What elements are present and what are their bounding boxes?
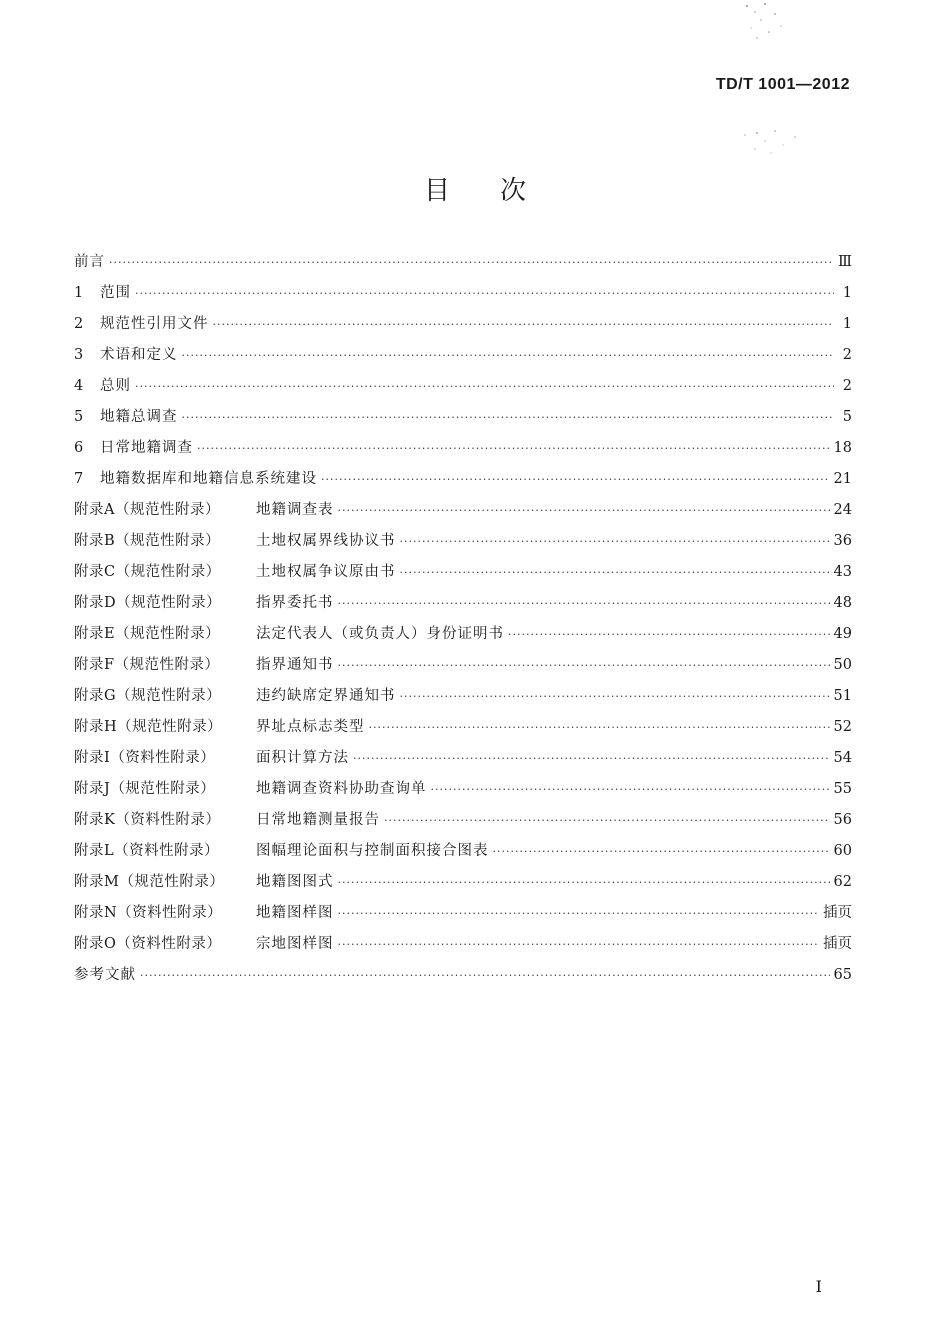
toc-leader-dots	[135, 287, 834, 300]
toc-leader-dots	[400, 566, 830, 579]
toc-entry-page: 36	[833, 533, 852, 549]
toc-entry-appendix-label: 附录F（规范性附录）	[74, 657, 220, 673]
toc-entry-title: 规范性引用文件	[100, 316, 209, 332]
toc-entry-title: 图幅理论面积与控制面积接合图表	[256, 843, 489, 859]
toc-entry[interactable]	[74, 529, 852, 560]
toc-entry-appendix-label: 附录N（资料性附录）	[74, 905, 223, 921]
toc-entry-page: 51	[833, 688, 852, 704]
toc-entry-page: Ⅲ	[838, 254, 852, 270]
toc-entry-title: 地籍图图式	[256, 874, 334, 890]
toc-entry-title: 地籍图样图	[256, 905, 334, 921]
toc-entry-page: 65	[833, 967, 852, 983]
toc-entry[interactable]	[74, 374, 852, 405]
toc-entry-title: 土地权属界线协议书	[256, 533, 396, 549]
toc-entry-title: 宗地图样图	[256, 936, 334, 952]
toc-entry-title: 指界通知书	[256, 657, 334, 673]
toc-leader-dots	[400, 690, 830, 703]
toc-entry[interactable]	[74, 932, 852, 963]
toc-entry[interactable]	[74, 312, 852, 343]
toc-leader-dots	[109, 256, 834, 269]
toc-leader-dots	[338, 907, 820, 920]
toc-entry-appendix-label: 附录C（规范性附录）	[74, 564, 221, 580]
toc-entry-page: 插页	[823, 905, 852, 921]
toc-entry-number: 5	[74, 409, 84, 425]
toc-entry-number: 3	[74, 347, 84, 363]
toc-entry-title: 地籍调查资料协助查询单	[256, 781, 427, 797]
toc-entry-number: 2	[74, 316, 84, 332]
toc-entry[interactable]	[74, 622, 852, 653]
toc-entry-page: 55	[833, 781, 852, 797]
toc-entry-appendix-label: 附录L（资料性附录）	[74, 843, 220, 859]
toc-entry[interactable]	[74, 467, 852, 498]
toc-leader-dots	[182, 349, 835, 362]
toc-entry-page: 5	[842, 409, 852, 425]
toc-leader-dots	[135, 380, 834, 393]
toc-entry[interactable]	[74, 746, 852, 777]
toc-entry-appendix-label: 附录O（资料性附录）	[74, 936, 222, 952]
toc-leader-dots	[493, 845, 830, 858]
toc-entry-appendix-label: 附录I（资料性附录）	[74, 750, 216, 766]
toc-entry-title: 范围	[100, 285, 131, 301]
toc-entry-page: 54	[833, 750, 852, 766]
toc-leader-dots	[338, 876, 830, 889]
page-title: 目次	[423, 176, 576, 206]
toc-entry[interactable]	[74, 653, 852, 684]
toc-entry[interactable]	[74, 715, 852, 746]
toc-entry-page: 56	[833, 812, 852, 828]
toc-entry-appendix-label: 附录E（规范性附录）	[74, 626, 221, 642]
toc-entry-title: 法定代表人（或负责人）身份证明书	[256, 626, 504, 642]
toc-entry-page: 43	[833, 564, 852, 580]
toc-leader-dots	[338, 938, 820, 951]
toc-entry-page: 21	[833, 471, 852, 487]
toc-entry-title: 术语和定义	[100, 347, 178, 363]
toc-entry-number: 6	[74, 440, 84, 456]
toc-entry-title: 日常地籍测量报告	[256, 812, 380, 828]
toc-leader-dots	[213, 318, 835, 331]
toc-entry[interactable]	[74, 777, 852, 808]
toc-entry[interactable]	[74, 870, 852, 901]
toc-entry-title: 地籍调查表	[256, 502, 334, 518]
toc-entry-title: 前言	[74, 254, 105, 270]
toc-entry-title: 土地权属争议原由书	[256, 564, 396, 580]
toc-entry-appendix-label: 附录D（规范性附录）	[74, 595, 222, 611]
toc-entry-number: 4	[74, 378, 84, 394]
toc-entry-title: 地籍数据库和地籍信息系统建设	[100, 471, 317, 487]
toc-entry[interactable]	[74, 963, 852, 994]
page-number: I	[815, 1277, 822, 1296]
toc-leader-dots	[182, 411, 835, 424]
toc-entry-number: 1	[74, 285, 84, 301]
toc-entry-title: 日常地籍调查	[100, 440, 193, 456]
toc-entry[interactable]	[74, 250, 852, 281]
toc-entry[interactable]	[74, 808, 852, 839]
toc-leader-dots	[338, 597, 830, 610]
toc-entry[interactable]	[74, 405, 852, 436]
toc-entry-title: 面积计算方法	[256, 750, 349, 766]
toc-entry-page: 60	[833, 843, 852, 859]
toc-leader-dots	[321, 473, 830, 486]
toc-leader-dots	[338, 504, 830, 517]
toc-entry-number: 7	[74, 471, 84, 487]
toc-leader-dots	[140, 969, 830, 982]
toc-entry[interactable]	[74, 560, 852, 591]
toc-entry-appendix-label: 附录K（资料性附录）	[74, 812, 221, 828]
toc-entry-title: 参考文献	[74, 967, 136, 983]
toc-entry[interactable]	[74, 901, 852, 932]
toc-entry[interactable]	[74, 684, 852, 715]
toc-entry-page: 18	[833, 440, 852, 456]
toc-entry-page: 2	[842, 378, 852, 394]
toc-entry-title: 地籍总调查	[100, 409, 178, 425]
toc-leader-dots	[508, 628, 830, 641]
table-of-contents	[74, 250, 852, 994]
toc-entry-appendix-label: 附录H（规范性附录）	[74, 719, 223, 735]
toc-entry-page: 49	[833, 626, 852, 642]
toc-leader-dots	[197, 442, 830, 455]
toc-entry-appendix-label: 附录M（规范性附录）	[74, 874, 225, 890]
toc-leader-dots	[338, 659, 830, 672]
toc-entry-page: 插页	[823, 936, 852, 952]
toc-entry-appendix-label: 附录B（规范性附录）	[74, 533, 221, 549]
toc-entry[interactable]	[74, 591, 852, 622]
toc-entry-page: 48	[833, 595, 852, 611]
toc-leader-dots	[384, 814, 830, 827]
toc-entry-page: 2	[842, 347, 852, 363]
scan-noise-mid	[735, 125, 815, 165]
toc-leader-dots	[369, 721, 830, 734]
toc-leader-dots	[431, 783, 830, 796]
toc-entry-page: 62	[833, 874, 852, 890]
toc-entry[interactable]	[74, 498, 852, 529]
toc-entry[interactable]	[74, 839, 852, 870]
toc-entry[interactable]	[74, 436, 852, 467]
toc-entry-page: 1	[842, 316, 852, 332]
toc-entry[interactable]	[74, 281, 852, 312]
toc-entry-appendix-label: 附录A（规范性附录）	[74, 502, 220, 518]
toc-entry-title: 界址点标志类型	[256, 719, 365, 735]
toc-entry-page: 24	[833, 502, 852, 518]
toc-entry-title: 指界委托书	[256, 595, 334, 611]
scan-noise-top	[735, 0, 795, 45]
standard-code: TD/T 1001—2012	[715, 76, 850, 93]
toc-entry-page: 52	[833, 719, 852, 735]
toc-leader-dots	[353, 752, 830, 765]
toc-entry-appendix-label: 附录J（规范性附录）	[74, 781, 216, 797]
toc-entry-appendix-label: 附录G（规范性附录）	[74, 688, 222, 704]
toc-entry-page: 50	[833, 657, 852, 673]
toc-entry-title: 违约缺席定界通知书	[256, 688, 396, 704]
toc-entry[interactable]	[74, 343, 852, 374]
toc-entry-title: 总则	[100, 378, 131, 394]
toc-leader-dots	[400, 535, 830, 548]
toc-entry-page: 1	[842, 285, 852, 301]
